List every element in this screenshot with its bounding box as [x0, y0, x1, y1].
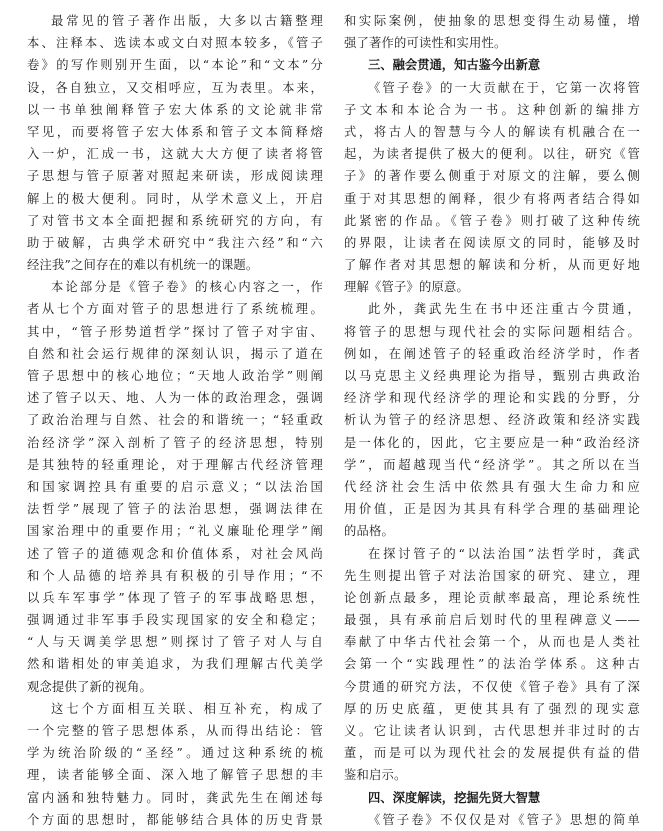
text-line: 的品格。: [344, 524, 394, 539]
text-line: 罕见，而要将管子宏大体系和管子文本简释熔: [27, 124, 323, 139]
text-line: 先生则提出管子对法治国家的研究、建立，理: [344, 568, 640, 583]
text-line: 者从七个方面对管子的思想进行了系统梳理。: [27, 302, 323, 317]
text-line: 起，为读者提供了极大的便利。以往，研究《管: [344, 147, 640, 162]
text-line: 最常见的管子著作出版，大多以古籍整理: [51, 14, 323, 28]
text-line: 以一书单独阐释管子宏大体系的文论就非常: [27, 102, 323, 117]
text-line: 析认为管子的经济思想、经济政策和经济实践: [344, 413, 640, 428]
text-line: 今贯通的研究方法，不仅使《管子卷》具有了深: [344, 679, 640, 694]
text-line: 富内涵和独特魅力。同时，龚武先生在阐述每: [27, 790, 323, 805]
text-line: 个方面的思想时，都能够结合具体的历史背景: [27, 812, 323, 827]
text-line: 一个完整的管子思想体系，从而得出结论：管: [27, 724, 323, 738]
text-line: 了政治治理与自然、社会的和谐统一；“轻重政: [27, 413, 323, 428]
text-line: 观念提供了新的视角。: [27, 679, 152, 694]
text-line: 经注我”之间存在的难以有机统一的课题。: [27, 258, 259, 273]
section-heading: 三、融会贯通，知古鉴今出新意: [368, 58, 541, 73]
text-line: 了对管书文本全面把握和系统研究的方向，有: [27, 213, 323, 228]
text-line: 学为统治阶级的“圣经”。通过这种系统的梳: [27, 746, 323, 761]
text-line: 入一炉，汇成一书，这就大大方便了读者将管: [27, 147, 323, 162]
text-line: 学”，而超越现当代“经济学”。其之所以在当: [344, 457, 640, 472]
text-line: 是其独特的轻重理论，对于理解古代经济管理: [27, 457, 323, 472]
text-line: 子》的著作要么侧重于对原文的注解，要么侧: [344, 169, 640, 184]
text-line: 是一体化的，因此，它主要应是一种“政治经济: [344, 435, 640, 450]
text-line: 鉴和启示。: [344, 768, 407, 783]
text-line: 设，各自独立，又交相呼应，互为表里。本来，: [27, 80, 323, 95]
text-line: 述了管子以天、地、人为一体的政治理念，强调: [27, 391, 323, 406]
text-line: 经济学和现代经济学的理论和实践的分野，分: [344, 391, 640, 406]
text-line: 本、注释本、选读本或文白对照本较多，《管子: [27, 36, 323, 51]
text-line: 理解《管子》的原意。: [344, 280, 469, 295]
text-line: 强调通过非军事手段实现国家的安全和稳定；: [27, 613, 323, 628]
text-line: 用价值，正是因为其具有科学合理的基础理论: [344, 502, 640, 517]
text-line: 的界限，让读者在阅读原文的同时，能够及时: [344, 235, 640, 250]
text-line: 《管子卷》的一大贡献在于，它第一次将管: [368, 80, 640, 95]
text-line: 会第一个“实践理性”的法治学体系。这种古: [344, 657, 640, 672]
text-line: 子文本和本论合为一书。这种创新的编排方: [344, 102, 640, 117]
left-text-column: [27, 10, 323, 831]
text-line: 解上的极大便利。同时，从学术意义上，开启: [27, 191, 323, 206]
text-line: 然和谐相处的审美追求，为我们理解古代美学: [27, 657, 323, 672]
text-line: 强了著作的可读性和实用性。: [344, 36, 507, 51]
section-heading: 四、深度解读，挖掘先贤大智慧: [368, 790, 541, 805]
text-line: 和实际案例，使抽象的思想变得生动易懂，增: [344, 14, 640, 28]
text-line: 重于对其思想的阐释，很少有将两者结合得如: [344, 191, 640, 206]
text-line: 法哲学”展现了管子的法治思想，强调法律在: [27, 502, 323, 517]
text-line: “人与天调美学思想”则探讨了管子对人与自: [27, 635, 323, 650]
text-line: 治经济学”深入剖析了管子的经济思想，特别: [27, 435, 323, 450]
text-line: 卷》的写作则别开生面，以“本论”和“文本”分: [27, 58, 323, 73]
text-line: 本论部分是《管子卷》的核心内容之一，作: [51, 280, 323, 295]
text-line: 述了管子的道德观念和价值体系，对社会风尚: [27, 546, 323, 561]
text-line: 在探讨管子的“以法治国”法哲学时，龚武: [368, 546, 640, 561]
text-line: 厚的历史底蕴，更使其具有了强烈的现实意: [344, 701, 640, 716]
text-line: 其中，“管子形势道哲学”探讨了管子对宇宙、: [27, 324, 323, 339]
text-line: 和个人品德的培养具有积极的引导作用；“不: [27, 568, 323, 583]
text-line: 自然和社会运行规律的深刻认识，揭示了道在: [27, 346, 323, 361]
text-line: 管子思想中的核心地位；“天地人政治学”则阐: [27, 369, 323, 383]
text-line: 将管子的思想与现代社会的实际问题相结合。: [344, 324, 640, 339]
text-line: 国家治理中的重要作用；“礼义廉耻伦理学”阐: [27, 524, 323, 539]
text-line: 助于破解，古典学术研究中“我注六经”和“六: [27, 235, 323, 250]
text-line: 例如，在阐述管子的轻重政治经济学时，作者: [344, 346, 640, 361]
text-line: 和国家调控具有重要的启示意义；“以法治国: [27, 479, 323, 494]
text-line: 以兵车军事学”体现了管子的军事战略思想，: [27, 590, 323, 605]
text-line: 义。它让读者认识到，古代思想并非过时的古: [344, 724, 640, 738]
text-line: 此紧密的作品。《管子卷》则打破了这种传统: [344, 213, 640, 228]
text-line: 代经济社会生活中依然具有强大生命力和应: [344, 479, 640, 494]
text-line: 式，将古人的智慧与今人的解读有机融合在一: [344, 124, 640, 139]
text-line: 理，读者能够全面、深入地了解管子思想的丰: [27, 768, 323, 783]
text-line: 以马克思主义经典理论为指导，甄别古典政治: [344, 369, 640, 383]
text-line: 论创新点最多，理论贡献率最高，理论系统性: [344, 590, 640, 605]
text-line: 了解作者对其思想的解读和分析，从而更好地: [344, 258, 640, 273]
text-line: 子思想与管子原著对照起来研读，形成阅读理: [27, 169, 323, 184]
text-line: 董，而是可以为现代社会的发展提供有益的借: [344, 746, 640, 761]
text-line: 最强，具有承前启后划时代的里程碑意义——: [344, 613, 640, 628]
text-line: 《管子卷》不仅仅是对《管子》思想的简单: [368, 812, 640, 827]
right-text-column: [344, 10, 640, 831]
text-line: 此外，龚武先生在书中还注重古今贯通，: [368, 302, 640, 317]
text-line: 奉献了中华古代社会第一个，从而也是人类社: [344, 635, 640, 650]
text-line: 这七个方面相互关联、相互补充，构成了: [51, 701, 323, 716]
